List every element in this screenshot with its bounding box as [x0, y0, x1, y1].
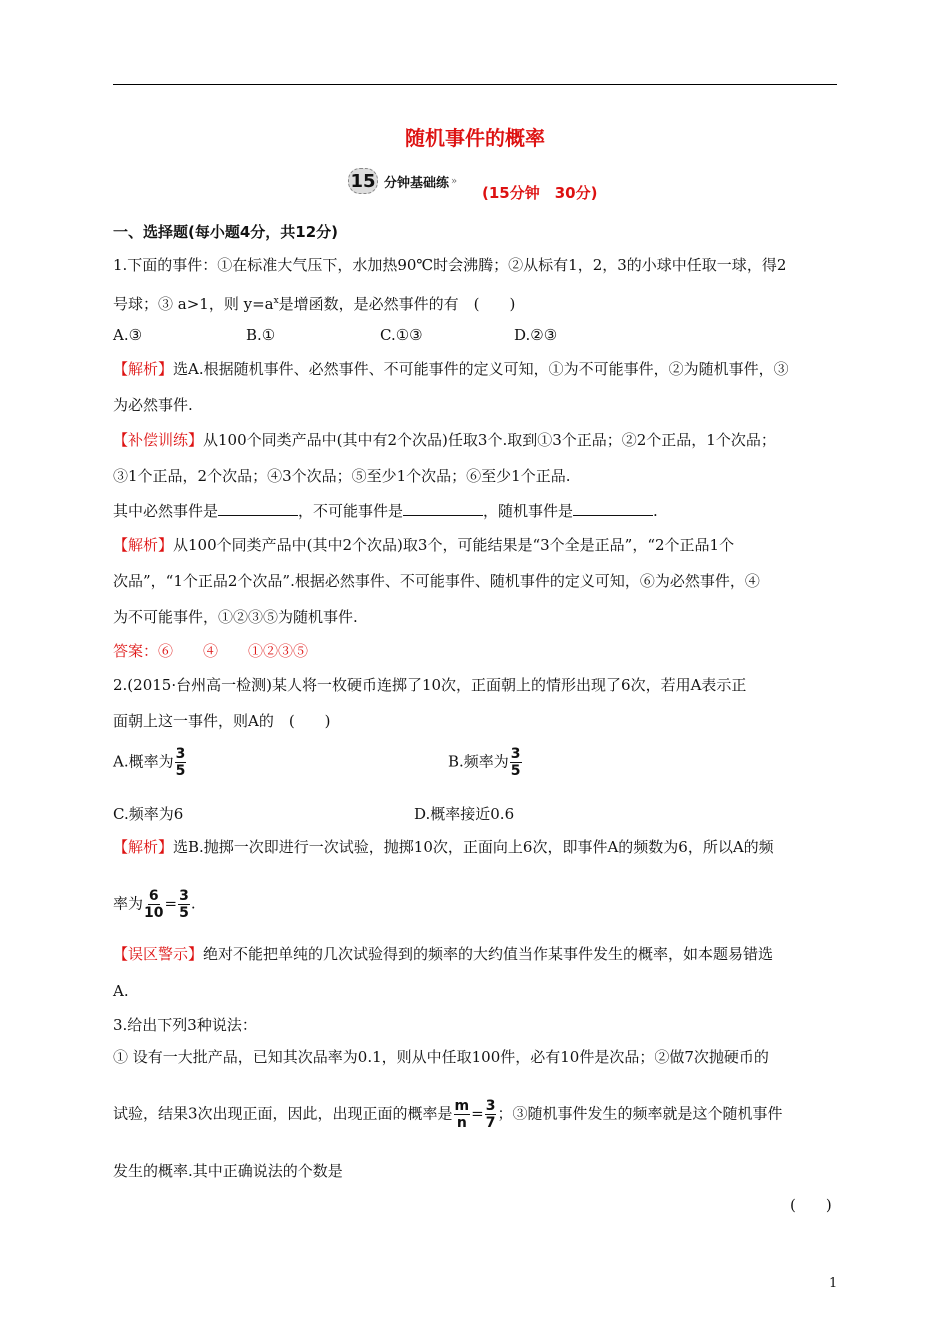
page-title: 随机事件的概率: [405, 126, 545, 150]
fraction: $\frac{3}{5}$: [510, 746, 521, 779]
fraction: $\frac{3}{5}$: [179, 888, 189, 921]
q2-line1: 2.(2015·台州高一检测)某人将一枚硬币连掷了10次，正面朝上的情形出现了6次，若用A表示正: [113, 676, 747, 694]
analysis-tag: 【解析】: [113, 536, 174, 554]
q1-option-b: B.①: [246, 326, 276, 344]
q2-analysis-line2: 率为 $\frac{6}{10}$ = $\frac{3}{5}$ .: [113, 888, 196, 921]
q3-line1: 3.给出下列3种说法：: [113, 1016, 257, 1034]
badge-arrow-icon: »: [451, 175, 458, 187]
q1-line2: 号球；③ a>1，则 $y=a^x$是增函数，是必然事件的有 ( ): [113, 295, 516, 313]
q2-warning-line1: 【误区警示】绝对不能把单纯的几次试验得到的频率的大约值当作某事件发生的概率，如本题易错选: [113, 945, 774, 963]
supplement-answer: 答案：⑥ ④ ①②③⑤: [113, 642, 309, 660]
header-rule: [113, 84, 837, 85]
supplement-analysis-line1: 【解析】从100个同类产品中(其中2个次品)取3个，可能结果是“3个全是正品”，“2个正品1个: [113, 536, 735, 554]
supplement-analysis-line3: 为不可能事件，①②③⑤为随机事件.: [113, 608, 358, 626]
supplement-tag: 【补偿训练】: [113, 431, 204, 449]
warning-tag: 【误区警示】: [113, 945, 204, 963]
q2-warning-line2: A.: [113, 982, 129, 1000]
time-label: (15分钟 30分): [482, 184, 598, 202]
badge-number: 15: [348, 168, 378, 194]
q2-option-c: C.频率为6: [113, 805, 184, 823]
fraction: $\frac{3}{7}$: [485, 1098, 496, 1131]
supplement-line2: ③1个正品，2个次品；④3个次品；⑤至少1个次品；⑥至少1个正品.: [113, 467, 571, 485]
analysis-tag: 【解析】: [113, 360, 174, 378]
q2-option-b: B.频率为 $\frac{3}{5}$: [448, 746, 521, 779]
supplement-line1: 【补偿训练】从100个同类产品中(其中有2个次品)任取3个.取到①3个正品；②2个正品，1个次品；: [113, 431, 776, 449]
q2-line2: 面朝上这一事件，则A的 ( ): [113, 712, 331, 730]
q2-analysis-line1: 【解析】选B.抛掷一次即进行一次试验，抛掷10次，正面向上6次，即事件A的频数为6，所以A的频: [113, 838, 774, 856]
q1-analysis-line2: 为必然事件.: [113, 396, 193, 414]
supplement-line3: 其中必然事件是 ，不可能事件是 ，随机事件是 .: [113, 502, 658, 520]
q1-option-d: D.②③: [514, 326, 558, 344]
analysis-tag: 【解析】: [113, 838, 174, 856]
section-heading: 一、选择题(每小题4分，共12分): [113, 223, 339, 241]
q2-option-d: D.概率接近0.6: [414, 805, 515, 823]
fraction: $\frac{m}{n}$: [454, 1098, 470, 1131]
q1-option-c: C.①③: [380, 326, 423, 344]
q2-option-a: A.概率为 $\frac{3}{5}$: [113, 746, 186, 779]
fraction: $\frac{6}{10}$: [144, 888, 164, 921]
answer-blank: [573, 501, 653, 516]
q1-option-a: A.③: [113, 326, 143, 344]
q3-line4: 发生的概率.其中正确说法的个数是: [113, 1162, 343, 1180]
q3-line2: ① 设有一大批产品，已知其次品率为0.1，则从中任取100件，必有10件是次品；②做7次抛硬币的: [113, 1048, 769, 1066]
page-number: 1: [829, 1276, 838, 1291]
answer-bracket: ( ): [790, 1196, 832, 1214]
supplement-analysis-line2: 次品”，“1个正品2个次品”.根据必然事件、不可能事件、随机事件的定义可知，⑥为必然事件，④: [113, 572, 760, 590]
q1-line1: 1.下面的事件：①在标准大气压下，水加热90℃时会沸腾；②从标有1，2，3的小球中任取一球，得2: [113, 256, 787, 274]
q1-analysis-line1: 【解析】选A.根据随机事件、必然事件、不可能事件的定义可知，①为不可能事件，②为随机事件，③: [113, 360, 789, 378]
badge-label: 分钟基础练: [384, 175, 450, 191]
q3-line3: 试验，结果3次出现正面，因此，出现正面的概率是 $\frac{m}{n}$ = $\frac{3}{7}$ ；③随机事件发生的频率就是这个随机事件: [113, 1098, 783, 1131]
fraction: $\frac{3}{5}$: [175, 746, 186, 779]
answer-blank: [218, 501, 298, 516]
answer-blank: [403, 501, 483, 516]
section-badge: [348, 168, 457, 194]
